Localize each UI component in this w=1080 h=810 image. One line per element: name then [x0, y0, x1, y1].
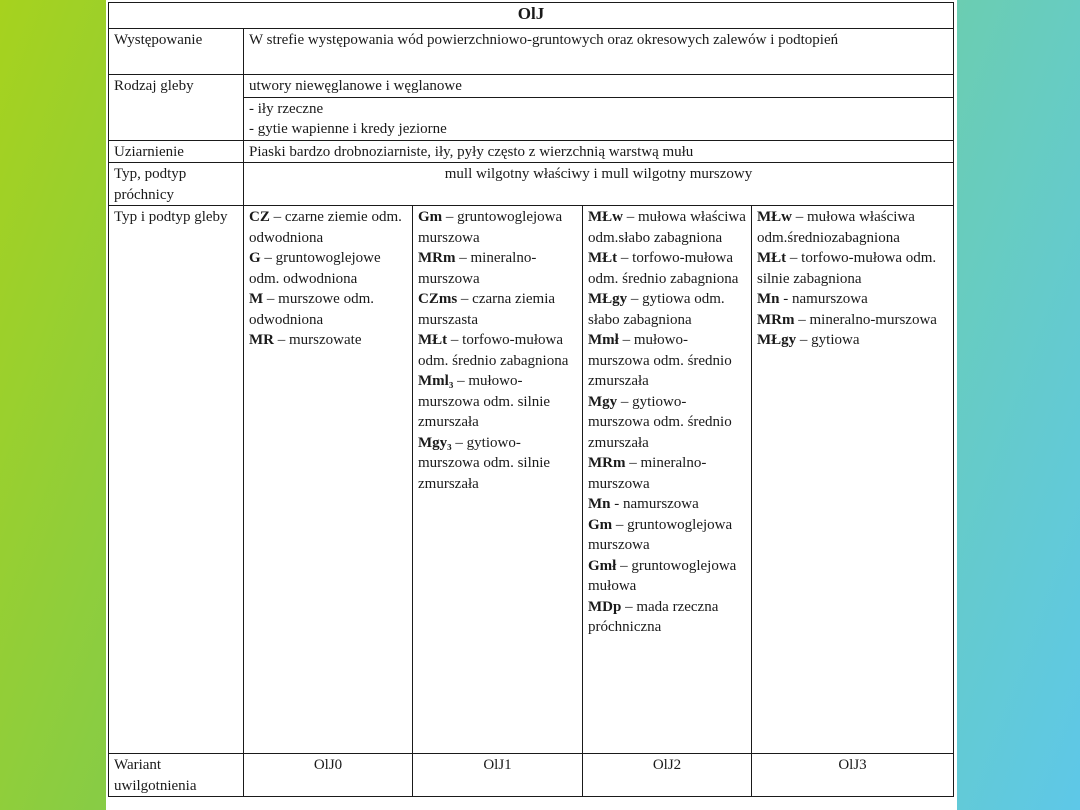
soil-type-entry	[249, 289, 407, 330]
soil-type-description: - namurszowa	[779, 291, 868, 307]
soil-type-code: MŁgy	[588, 291, 628, 307]
soil-type-code: MŁt	[418, 332, 448, 348]
soil-type-entry	[588, 515, 746, 556]
row-value-rodzaj-2	[244, 97, 954, 140]
wariant-value-3: OlJ3	[752, 754, 954, 797]
soil-type-entry	[418, 289, 577, 330]
row-label-typ: Typ i podtyp gleby	[109, 206, 244, 754]
soil-type-code: MRm	[418, 250, 456, 266]
soil-table	[108, 2, 954, 797]
soil-type-code: Gm	[418, 209, 443, 225]
soil-type-entry	[588, 289, 746, 330]
typ-column-3	[752, 206, 954, 754]
soil-type-description: – gruntowoglejowa murszowa	[418, 209, 563, 246]
soil-type-description: – czarna ziemia murszasta	[418, 291, 556, 328]
row-value-rodzaj-1: utwory niewęglanowe i węglanowe	[244, 75, 954, 98]
rodzaj-item-ily: - iły rzeczne	[249, 100, 324, 117]
soil-type-description: – torfowo-mułowa odm. średnio zabagniona	[418, 332, 569, 369]
soil-type-description: – mineralno-murszowa	[588, 455, 707, 492]
soil-type-code: G	[249, 250, 261, 266]
soil-type-description: – gruntowoglejowa mułowa	[588, 557, 737, 594]
soil-type-description: – murszowate	[274, 332, 362, 348]
soil-type-entry	[249, 207, 407, 248]
soil-type-code: MDp	[588, 598, 622, 615]
row-value-uziarnienie: Piaski bardzo drobnoziarniste, iły, pyły często z wierzchnią warstwą mułu	[244, 140, 954, 163]
soil-type-entry	[418, 248, 577, 289]
typ-column-1	[413, 206, 583, 754]
soil-type-code: CZms	[418, 291, 458, 307]
soil-type-entry	[418, 207, 577, 248]
soil-type-entry	[588, 597, 746, 638]
soil-type-description: – mułowo-murszowa odm. średnio zmurszała	[588, 332, 732, 389]
soil-type-entry	[249, 248, 407, 289]
wariant-value-0: OlJ0	[244, 754, 413, 797]
soil-type-code: MRm	[757, 311, 795, 328]
row-label-wystepowanie: Występowanie	[109, 29, 244, 75]
soil-type-entry	[418, 330, 577, 371]
soil-type-description: - namurszowa	[610, 496, 699, 512]
wariant-value-2: OlJ2	[583, 754, 752, 797]
soil-type-description: – gytiowo-murszowa odm. silnie zmurszała	[418, 434, 551, 492]
soil-type-entry	[249, 330, 407, 351]
document-page	[106, 0, 957, 810]
soil-type-entry	[588, 207, 746, 248]
soil-type-entry	[588, 248, 746, 289]
soil-type-code: M	[249, 291, 264, 307]
soil-type-description: – mada rzeczna próchniczna	[588, 598, 719, 635]
soil-type-code: MŁw	[588, 209, 623, 225]
soil-type-code: MŁt	[588, 250, 618, 266]
soil-type-entry	[757, 330, 948, 351]
soil-type-code: MŁt	[757, 250, 787, 266]
typ-column-0	[244, 206, 413, 754]
soil-type-description: – gytiowo-murszowa odm. średnio zmurszała	[588, 393, 732, 451]
row-label-prochnica: Typ, podtyp próchnicy	[109, 163, 244, 206]
row-label-rodzaj: Rodzaj gleby	[109, 75, 244, 141]
soil-type-description: – torfowo-mułowa odm. średnio zabagniona	[588, 250, 739, 287]
soil-type-entry	[418, 371, 577, 433]
soil-type-description: – mułowa właściwa odm.słabo zabagniona	[588, 209, 746, 246]
wariant-value-1: OlJ1	[413, 754, 583, 797]
soil-type-entry	[588, 494, 746, 515]
soil-type-entry	[418, 433, 577, 495]
soil-type-entry	[757, 310, 948, 331]
typ-column-2	[583, 206, 752, 754]
soil-type-description: – czarne ziemie odm. odwodniona	[249, 209, 402, 246]
row-value-wystepowanie: W strefie występowania wód powierzchniowo-gruntowych oraz okresowych zalewów i podtopień	[244, 29, 954, 75]
soil-type-code: CZ	[249, 209, 270, 225]
soil-type-entry	[757, 248, 948, 289]
soil-type-code: Mgy₃	[418, 434, 452, 451]
soil-type-code: Gm	[588, 516, 613, 533]
soil-type-description: – murszowe odm. odwodniona	[249, 291, 374, 328]
soil-type-description: – gruntowoglejowa murszowa	[588, 516, 733, 553]
soil-type-code: Gmł	[588, 557, 617, 574]
row-label-uziarnienie: Uziarnienie	[109, 140, 244, 163]
soil-type-entry	[757, 289, 948, 310]
soil-type-code: MR	[249, 332, 274, 348]
soil-type-entry	[588, 330, 746, 392]
soil-type-description: – torfowo-mułowa odm. silnie zabagniona	[757, 250, 937, 287]
soil-type-description: – mineralno-murszowa	[794, 311, 937, 328]
soil-type-code: MŁgy	[757, 332, 797, 348]
soil-type-entry	[588, 453, 746, 494]
table-title: OlJ	[109, 3, 954, 29]
soil-type-code: Mn	[588, 496, 611, 512]
row-value-prochnica: mull wilgotny właściwy i mull wilgotny murszowy	[244, 163, 954, 206]
soil-type-entry	[588, 392, 746, 454]
row-label-wariant: Wariant uwilgotnienia	[109, 754, 244, 797]
soil-type-code: Mml₃	[418, 373, 454, 389]
soil-type-code: Mmł	[588, 332, 619, 348]
soil-type-entry	[757, 207, 948, 248]
soil-type-code: MRm	[588, 455, 626, 471]
soil-type-description: – gruntowoglejowe odm. odwodniona	[249, 250, 381, 287]
rodzaj-item-gytie: - gytie wapienne i kredy jeziorne	[249, 121, 447, 137]
soil-type-description: – mułowa właściwa odm.średniozabagniona	[757, 209, 915, 246]
soil-type-description: – mułowo-murszowa odm. silnie zmurszała	[418, 373, 551, 430]
soil-type-code: Mgy	[588, 393, 618, 410]
soil-type-description: – gytiowa	[796, 332, 860, 348]
soil-type-description: – mineralno-murszowa	[418, 250, 537, 287]
soil-type-code: Mn	[757, 291, 780, 307]
soil-type-description: – gytiowa odm. słabo zabagniona	[588, 291, 725, 328]
soil-type-code: MŁw	[757, 209, 792, 225]
soil-type-entry	[588, 556, 746, 597]
